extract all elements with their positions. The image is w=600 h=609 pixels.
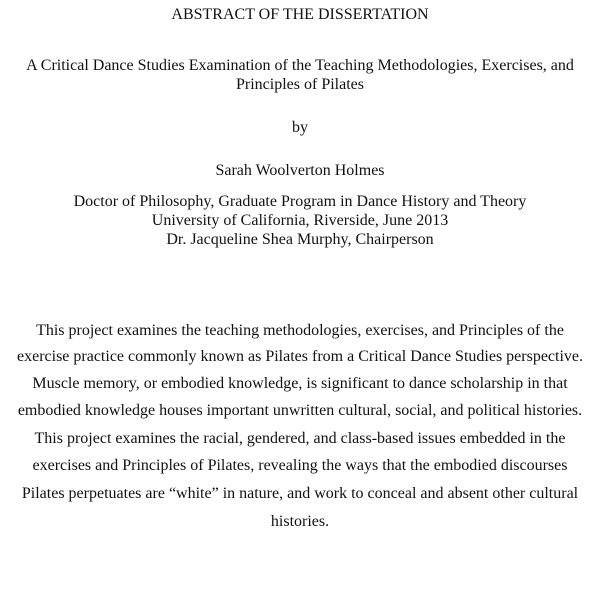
abstract-line-7: Pilates perpetuates are “white” in nature, and work to conceal and absent other cultural	[21, 485, 579, 502]
dissertation-title-line-2: Principles of Pilates	[236, 76, 364, 93]
abstract-line-1: This project examines the teaching methodologies, exercises, and Principles of the	[36, 322, 564, 339]
author-name: Sarah Woolverton Holmes	[215, 162, 385, 179]
abstract-line-5: This project examines the racial, gendered, and class-based issues embedded in the	[34, 430, 566, 447]
abstract-line-6: exercises and Principles of Pilates, revealing the ways that the embodied discourses	[32, 457, 568, 474]
abstract-line-8: histories.	[270, 513, 330, 530]
chairperson-line: Dr. Jacqueline Shea Murphy, Chairperson	[166, 231, 434, 248]
abstract-line-2: exercise practice commonly known as Pilates from a Critical Dance Studies perspective.	[16, 348, 584, 365]
abstract-line-3: Muscle memory, or embodied knowledge, is significant to dance scholarship in that	[32, 375, 568, 392]
degree-line: Doctor of Philosophy, Graduate Program in Dance History and Theory	[73, 193, 527, 210]
by-label: by	[292, 119, 308, 136]
institution-line: University of California, Riverside, June 2013	[151, 212, 449, 229]
dissertation-title-line-1: A Critical Dance Studies Examination of the Teaching Methodologies, Exercises, and	[26, 57, 574, 74]
abstract-line-4: embodied knowledge houses important unwritten cultural, social, and political histories.	[17, 402, 583, 419]
abstract-heading: ABSTRACT OF THE DISSERTATION	[171, 6, 429, 23]
